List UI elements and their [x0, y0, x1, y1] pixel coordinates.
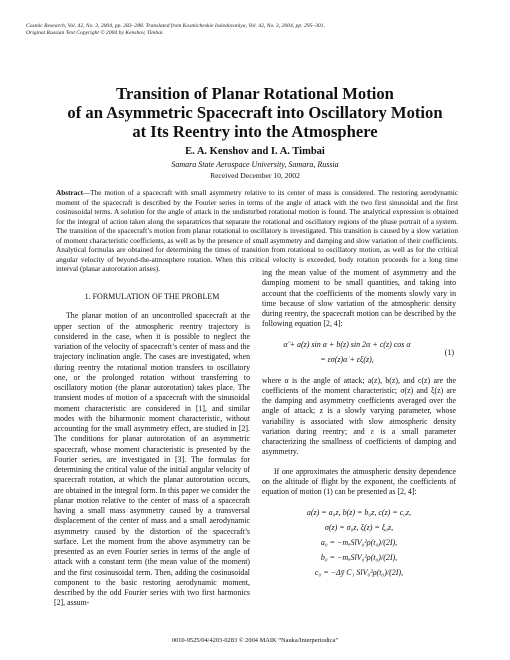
- equation-1-line-1: α̈ + a(z) sin α + b(z) sin 2α + c(z) cos α: [283, 339, 411, 349]
- coefficient-equations: [262, 505, 456, 580]
- title-line: of an Asymmetric Spacecraft into Oscillatory Motion: [67, 103, 443, 122]
- title-line: Transition of Planar Rotational Motion: [116, 84, 394, 103]
- journal-citation: Cosmic Research, Vol. 42, No. 3, 2004, pp. 283–288. Translated from Kosmicheskie Issledovaniya, Vol. 42, No. 3, 2004, pp. 295–301.: [26, 23, 325, 29]
- equation-line: b₀ = −mₐSlV₀²ρ(t₀)/(2I),: [320, 553, 398, 563]
- left-column: [54, 292, 250, 609]
- paper-title: [40, 84, 470, 141]
- equation-number: (1): [444, 347, 454, 357]
- equation-line: a(z) = a₀z, b(z) = b₀z, c(z) = c₀z,: [306, 508, 412, 518]
- title-line: at Its Reentry into the Atmosphere: [132, 122, 378, 141]
- equation-line: a₀ = −mₐSlV₀²ρ(t₀)/(2I),: [320, 538, 398, 548]
- page-footer: 0010-9525/04/4203-0283 © 2004 MAIK “Nauka/Interperiodica”: [171, 637, 339, 644]
- abstract-label: Abstract: [56, 189, 83, 197]
- received-date: Received December 10, 2002: [210, 171, 300, 180]
- body-paragraph: ing the mean value of the moment of asymmetry and the damping moment to be small quantities, and taking into account that the coefficients of the moments slowly vary in time because of slow variation of the atmospheric density during reentry, the spacecraft motion can be described by the following equation [2, 4]:: [262, 268, 456, 329]
- authors: E. A. Kenshov and I. A. Timbai: [185, 146, 325, 157]
- abstract: [56, 189, 458, 275]
- body-paragraph: If one approximates the atmospheric density dependence on the altitude of flight by the exponent, the coefficients of equation of motion (1) can be presented as [2, 4]:: [262, 466, 456, 496]
- affiliation: Samara State Aerospace University, Samara, Russia: [171, 160, 339, 169]
- journal-header: [26, 23, 406, 37]
- equation-1: [262, 338, 456, 368]
- copyright-line: Original Russian Text Copyright © 2004 by Kenshov, Timbai.: [26, 30, 164, 36]
- equation-line: σ(z) = σ₀z, ξ(z) = ξ₀z,: [324, 523, 394, 533]
- body-paragraph: The planar motion of an uncontrolled spacecraft at the upper section of the atmospheric reentry trajectory is considered in the case, when it is possible to neglect the variation of the velocity of spacecraft’s center of mass and the trajectory inclination angle. The cases are investigated, when during reentry the rotational motion transfers to oscillatory one, or the prolonged rotation without transferring to oscillatory motion (the planar autorotation) takes place. The transient modes of motion of a spacecraft with the sinusoidal moment characteristic are considered in [1], and similar modes with the biharmonic moment characteristic, without accounting for the small asymmetry effect, are studied in [2]. The conditions for planar autorotation of an asymmetric spacecraft, whose moment characteristic is presented by the Fourier series, are investigated in [3]. The formulas for determining the critical value of the initial angular velocity of spacecraft rotation, at which the planar autorotation occurs, are obtained in the integral form. In this paper we consider the planar motion relative to the center of mass of a spacecraft having a small mass asymmetry caused by a transversal displacement of the center of mass and a small aerodynamic asymmetry caused by the distortion of the spacecraft’s surface. Let the moment from the above asymmetry can be presented as an even Fourier series in terms of the angle of attack with a constant term (the mean value of the moment) and the first cosinusoidal term. Then, adding the cosinusoidal component to the basic restoring aerodynamic moment, described by the odd Fourier series with two first harmonics [2], assum-: [54, 311, 250, 608]
- abstract-text: —The motion of a spacecraft with small asymmetry relative to its center of mass is considered. The restoring aerodynamic moment of the spacecraft is described by the Fourier series in terms of the angle of attack with the two first sinusoidal and the first cosinusoidal terms. A solution for the angle of attack in the undisturbed rotational motion is found. The analytical expression is obtained for the integral of action taken along the separatrices that separate the rotational and oscillatory regions of the phase portrait of a system. The transition of the spacecraft’s motion from planar rotational to oscillatory is investigated. This transition is caused by a slow variation of moment characteristic coefficients, as well as by the presence of small asymmetry and damping and slow variation of their coefficients. Analytical formulas are obtained for determining the times of transition from rotational to oscillatory motion, as well as for the critical angular velocity of beyond-the-atmosphere rotation. When this critical velocity is exceeded, body rotation proceeds for a long time interval (planar autorotation arises).: [56, 189, 458, 273]
- equation-line: c₀ = −Δȳ C₁ SlV₀²ρ(t₀)/(2I),: [314, 568, 404, 578]
- right-column: [262, 268, 456, 580]
- section-heading: 1. FORMULATION OF THE PROBLEM: [84, 292, 220, 301]
- body-paragraph: where α is the angle of attack; a(z), b(z), and c(z) are the coefficients of the moment characteristic; σ(z) and ξ(z) are the damping and asymmetry coefficients averaged over the angle of attack; z is a slowly varying parameter, whose variability is associated with slow atmospheric density variation during reentry; and ε is a small parameter characterizing the smallness of coefficients of damping and asymmetry.: [262, 375, 456, 457]
- equation-1-line-2: = εσ(z)α̇ + εξ(z),: [320, 354, 374, 364]
